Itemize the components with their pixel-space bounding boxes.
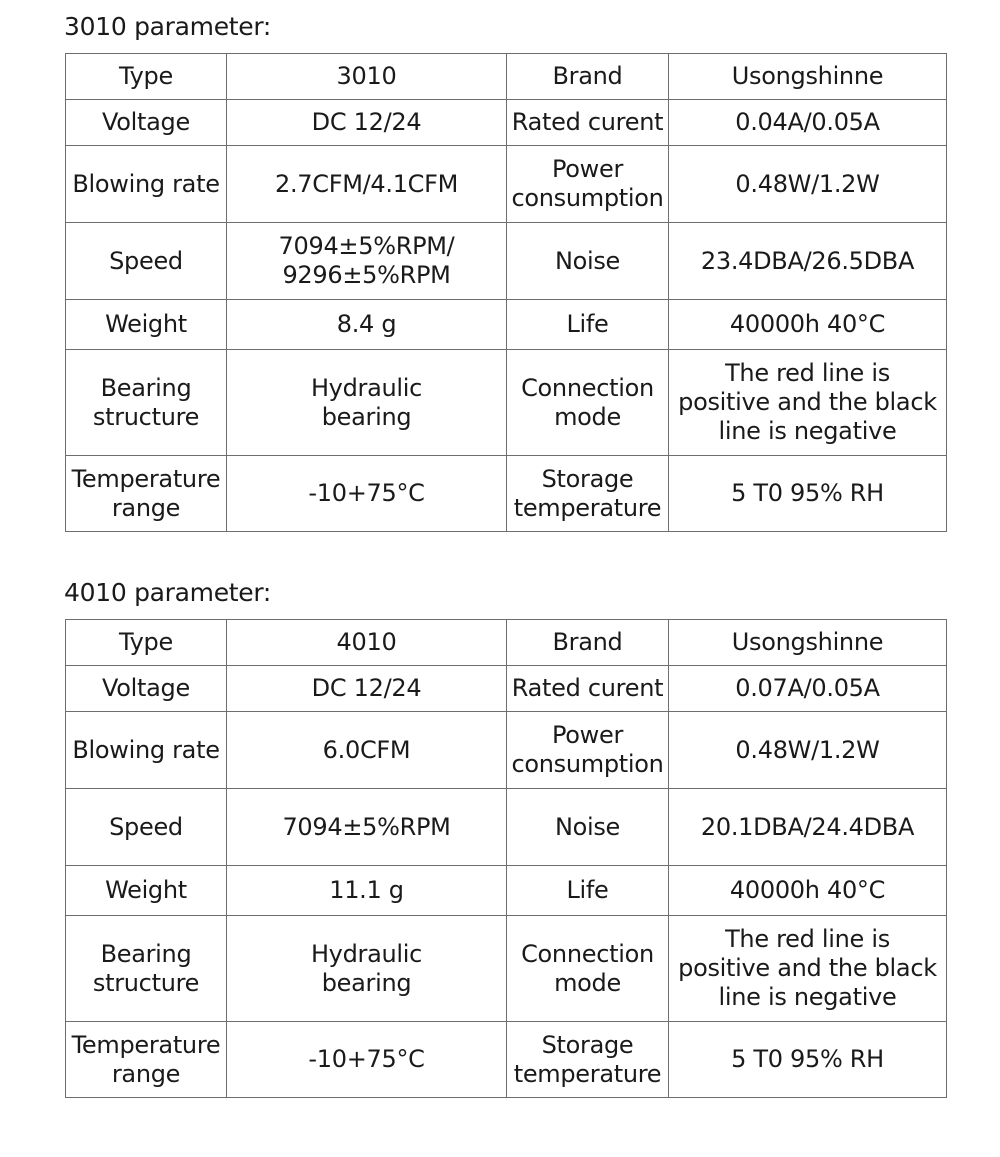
param-label: Voltage [66, 666, 227, 712]
param-value: The red line is positive and the black line is negative [669, 916, 947, 1022]
param-label: Temperature range [66, 1022, 227, 1098]
param-label: Rated curent [507, 666, 669, 712]
param-label: Bearing structure [66, 350, 227, 456]
param-label: Weight [66, 300, 227, 350]
param-label: Temperature range [66, 456, 227, 532]
param-label: Blowing rate [66, 712, 227, 789]
param-label: Blowing rate [66, 146, 227, 223]
parameter-table-4010 [65, 619, 947, 1098]
param-value: 4010 [227, 620, 507, 666]
param-value: 5 T0 95% RH [669, 1022, 947, 1098]
param-label: Storage temperature [507, 456, 669, 532]
param-label: Brand [507, 620, 669, 666]
section-title-3010: 3010 parameter: [64, 12, 272, 41]
table-row [66, 916, 947, 1022]
param-label: Connection mode [507, 916, 669, 1022]
param-value: 7094±5%RPM/ 9296±5%RPM [227, 223, 507, 300]
table-row [66, 54, 947, 100]
param-value: 0.07A/0.05A [669, 666, 947, 712]
param-value: 0.48W/1.2W [669, 712, 947, 789]
param-label: Type [66, 620, 227, 666]
param-value: 8.4 g [227, 300, 507, 350]
param-label: Voltage [66, 100, 227, 146]
param-value: -10+75°C [227, 456, 507, 532]
param-label: Storage temperature [507, 1022, 669, 1098]
param-label: Life [507, 866, 669, 916]
param-value: 5 T0 95% RH [669, 456, 947, 532]
param-value: Hydraulic bearing [227, 916, 507, 1022]
table-row [66, 866, 947, 916]
param-value: 0.04A/0.05A [669, 100, 947, 146]
param-value: Hydraulic bearing [227, 350, 507, 456]
table-row [66, 1022, 947, 1098]
param-value: 40000h 40°C [669, 866, 947, 916]
param-label: Rated curent [507, 100, 669, 146]
param-value: 0.48W/1.2W [669, 146, 947, 223]
param-label: Speed [66, 223, 227, 300]
param-label: Noise [507, 223, 669, 300]
table-row [66, 666, 947, 712]
param-value: DC 12/24 [227, 666, 507, 712]
param-label: Noise [507, 789, 669, 866]
param-label: Speed [66, 789, 227, 866]
section-title-4010: 4010 parameter: [64, 578, 272, 607]
table-row [66, 146, 947, 223]
parameter-table-3010 [65, 53, 947, 532]
table-row [66, 456, 947, 532]
param-value: Usongshinne [669, 620, 947, 666]
table-row [66, 100, 947, 146]
param-label: Power consumption [507, 146, 669, 223]
table-row [66, 789, 947, 866]
param-value: 20.1DBA/24.4DBA [669, 789, 947, 866]
param-label: Connection mode [507, 350, 669, 456]
param-value: -10+75°C [227, 1022, 507, 1098]
param-value: 11.1 g [227, 866, 507, 916]
param-value: 40000h 40°C [669, 300, 947, 350]
table-row [66, 223, 947, 300]
param-value: 23.4DBA/26.5DBA [669, 223, 947, 300]
param-value: 3010 [227, 54, 507, 100]
param-label: Life [507, 300, 669, 350]
param-label: Type [66, 54, 227, 100]
param-label: Weight [66, 866, 227, 916]
table-row [66, 350, 947, 456]
table-row [66, 712, 947, 789]
param-label: Brand [507, 54, 669, 100]
param-value: 2.7CFM/4.1CFM [227, 146, 507, 223]
table-row [66, 300, 947, 350]
param-value: The red line is positive and the black line is negative [669, 350, 947, 456]
param-label: Bearing structure [66, 916, 227, 1022]
param-value: Usongshinne [669, 54, 947, 100]
param-label: Power consumption [507, 712, 669, 789]
param-value: 7094±5%RPM [227, 789, 507, 866]
param-value: DC 12/24 [227, 100, 507, 146]
param-value: 6.0CFM [227, 712, 507, 789]
table-row [66, 620, 947, 666]
